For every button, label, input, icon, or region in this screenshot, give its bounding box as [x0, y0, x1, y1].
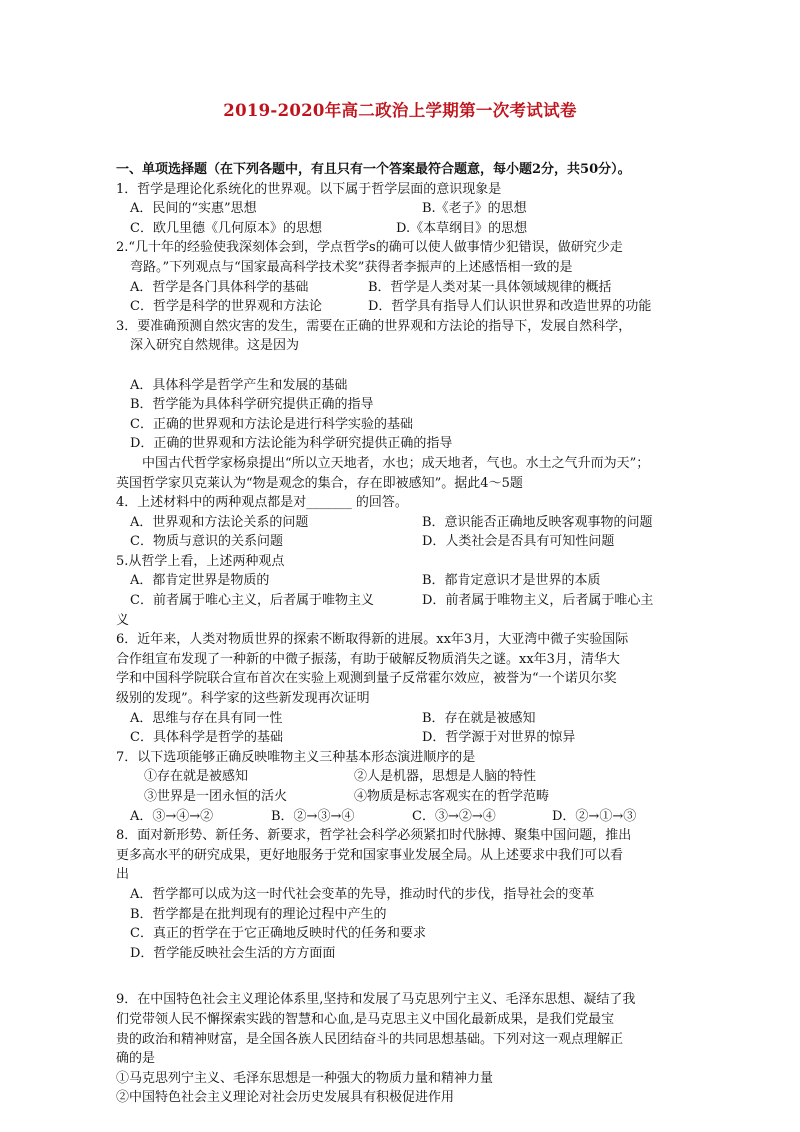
question-2-stem: 2.“几十年的经验使我深刻体会到，学点哲学s的确可以使人做事情少犯错误，做研究少走 [116, 240, 623, 256]
question-8-stem: 8．面对新形势、新任务、新要求，哲学社会科学必须紧扣时代脉搏、聚集中国问题，推出 [116, 828, 632, 844]
item-1: ①马克思列宁主义、毛泽东思想是一种强大的物质力量和精神力量 [116, 1070, 494, 1086]
option-c: C．③→②→④ [412, 808, 496, 824]
option-b: B．都肯定意识才是世界的本质 [422, 573, 601, 589]
question-1-stem: 1．哲学是理论化系统化的世界观。以下属于哲学层面的意识现象是 [116, 181, 502, 197]
option-c: C．真正的哲学在于它正确地反映时代的任务和要求 [130, 926, 426, 942]
option-d: D．正确的世界观和方法论能为科学研究提供正确的指导 [130, 436, 453, 452]
question-6-stem-cont-3: 级别的发现”。科学家的这些新发现再次证明 [116, 691, 370, 707]
option-a: A．民间的“实惠”思想 [130, 201, 257, 217]
question-7-stem: 7．以下选项能够正确反映唯物主义三种基本形态演进顺序的是 [116, 749, 476, 765]
question-9-stem: 9．在中国特色社会主义理论体系里,坚持和发展了马克思列宁主义、毛泽东思想、凝结了我 [116, 992, 636, 1008]
question-8-stem-cont-2: 出 [116, 867, 130, 883]
exam-body [116, 160, 686, 1108]
option-c: C．物质与意识的关系问题 [130, 534, 283, 550]
question-4-options-cd [116, 532, 686, 552]
option-d: D．②→①→③ [552, 808, 637, 824]
option-b: B．哲学能为具体科学研究提供正确的指导 [130, 397, 374, 413]
option-a: A．思维与存在具有同一性 [130, 710, 283, 726]
question-4-options-ab [116, 513, 686, 533]
question-6-options-ab [116, 709, 686, 729]
question-1-options-ab [116, 199, 686, 219]
option-a: A．具体科学是哲学产生和发展的基础 [130, 377, 348, 393]
option-d: D.《本草纲目》的思想 [396, 220, 528, 236]
option-a: A．③→④→② [130, 808, 214, 824]
item-4: ④物质是标志客观实在的哲学范畴 [354, 789, 550, 804]
option-a: A．哲学都可以成为这一时代社会变革的先导，推动时代的步伐，指导社会的变革 [130, 886, 595, 902]
option-d: D．人类社会是否具有可知性问题 [422, 534, 615, 550]
option-b: B．意识能否正确地反映客观事物的问题 [422, 514, 653, 530]
option-a: A．哲学是各门具体科学的基础 [130, 279, 309, 295]
question-9-stem-cont-2: 贵的政治和精神财富，是全国各族人民团结奋斗的共同思想基础。下列对这一观点理解正 [116, 1031, 624, 1047]
question-2-options-cd [116, 297, 686, 317]
option-d: D．哲学具有指导人们认识世界和改造世界的功能 [368, 299, 652, 315]
option-d: D．哲学源于对世界的惊异 [422, 730, 576, 746]
option-c: C．前者属于唯心主义，后者属于唯物主义 [130, 593, 374, 609]
question-2-stem-cont: 弯路。”下列观点与“国家最高科学技术奖”获得者李振声的上述感悟相一致的是 [130, 259, 573, 275]
question-5-stem: 5.从哲学上看，上述两种观点 [116, 553, 285, 569]
question-7-items-34 [116, 787, 686, 807]
item-2: ②中国特色社会主义理论对社会历史发展具有积极促进作用 [116, 1090, 455, 1106]
page-title: 2019-2020年高二政治上学期第一次考试试卷 [223, 101, 577, 120]
option-d: D．前者属于唯物主义，后者属于唯心主 [422, 593, 654, 609]
question-7-options [116, 807, 686, 827]
option-a: A．世界观和方法论关系的问题 [130, 514, 309, 530]
question-6-stem: 6．近年来，人类对物质世界的探索不断取得新的进展。xx年3月，大亚湾中微子实验国际 [116, 632, 629, 648]
question-3-stem: 3．要准确预测自然灾害的发生，需要在正确的世界观和方法论的指导下，发展自然科学， [116, 318, 632, 334]
option-b: B．②→③→④ [271, 808, 355, 824]
section-heading: 一、单项选择题（在下列各题中，有且只有一个答案最符合题意，每小题2分，共50分）。 [116, 162, 631, 177]
question-5-options-cd [116, 591, 686, 611]
option-c: C．具体科学是哲学的基础 [130, 730, 283, 746]
question-6-stem-cont-1: 合作组宣布发现了一种新的中微子振荡，有助于破解反物质消失之谜。xx年3月，清华大 [116, 651, 620, 667]
item-2: ②人是机器，思想是人脑的特性 [354, 769, 537, 785]
option-b: B．存在就是被感知 [422, 710, 536, 726]
option-b: B．哲学是人类对某一具体领域规律的概括 [368, 279, 612, 295]
question-6-options-cd [116, 728, 686, 748]
option-c: C．哲学是科学的世界观和方法论 [130, 299, 322, 315]
question-4-stem: 4．上述材料中的两种观点都是对_______ 的回答。 [116, 495, 408, 511]
option-c: C．欧几里德《几何原本》的思想 [130, 220, 322, 236]
question-3-stem-cont: 深入研究自然规律。这是因为 [130, 338, 300, 354]
question-9-stem-cont-1: 们党带领人民不懈探索实践的智慧和心血,是马克思主义中国化最新成果，是我们党最宝 [116, 1011, 615, 1027]
option-b: B.《老子》的思想 [422, 201, 527, 217]
question-2-options-ab [116, 278, 686, 298]
question-1-options-cd [116, 219, 686, 239]
question-5-options-ab [116, 571, 686, 591]
question-7-items-12 [116, 767, 686, 787]
item-1: ①存在就是被感知 [144, 769, 249, 785]
question-8-stem-cont-1: 更多高水平的研究成果，更好地服务于党和国家事业发展全局。从上述要求中我们可以看 [116, 847, 624, 863]
material-line-2: 英国哲学家贝克莱认为“物是观念的集合，存在即被感知”。据此4～5题 [116, 475, 523, 491]
material-line-1: 中国古代哲学家杨泉提出“所以立天地者，水也；成天地者，气也。水土之气升而为天”； [142, 455, 650, 471]
question-5-option-d-cont: 义 [116, 612, 130, 628]
option-c: C．正确的世界观和方法论是进行科学实验的基础 [130, 416, 413, 432]
option-b: B．哲学都是在批判现有的理论过程中产生的 [130, 906, 387, 922]
option-d: D．哲学能反映社会生活的方方面面 [130, 945, 336, 961]
question-6-stem-cont-2: 学和中国科学院联合宣布首次在实验上观测到量子反常霍尔效应，被誉为“一个诺贝尔奖 [116, 671, 617, 687]
item-3: ③世界是一团永恒的活火 [144, 789, 288, 804]
option-a: A．都肯定世界是物质的 [130, 573, 270, 589]
question-9-stem-cont-3: 确的是 [116, 1051, 156, 1067]
